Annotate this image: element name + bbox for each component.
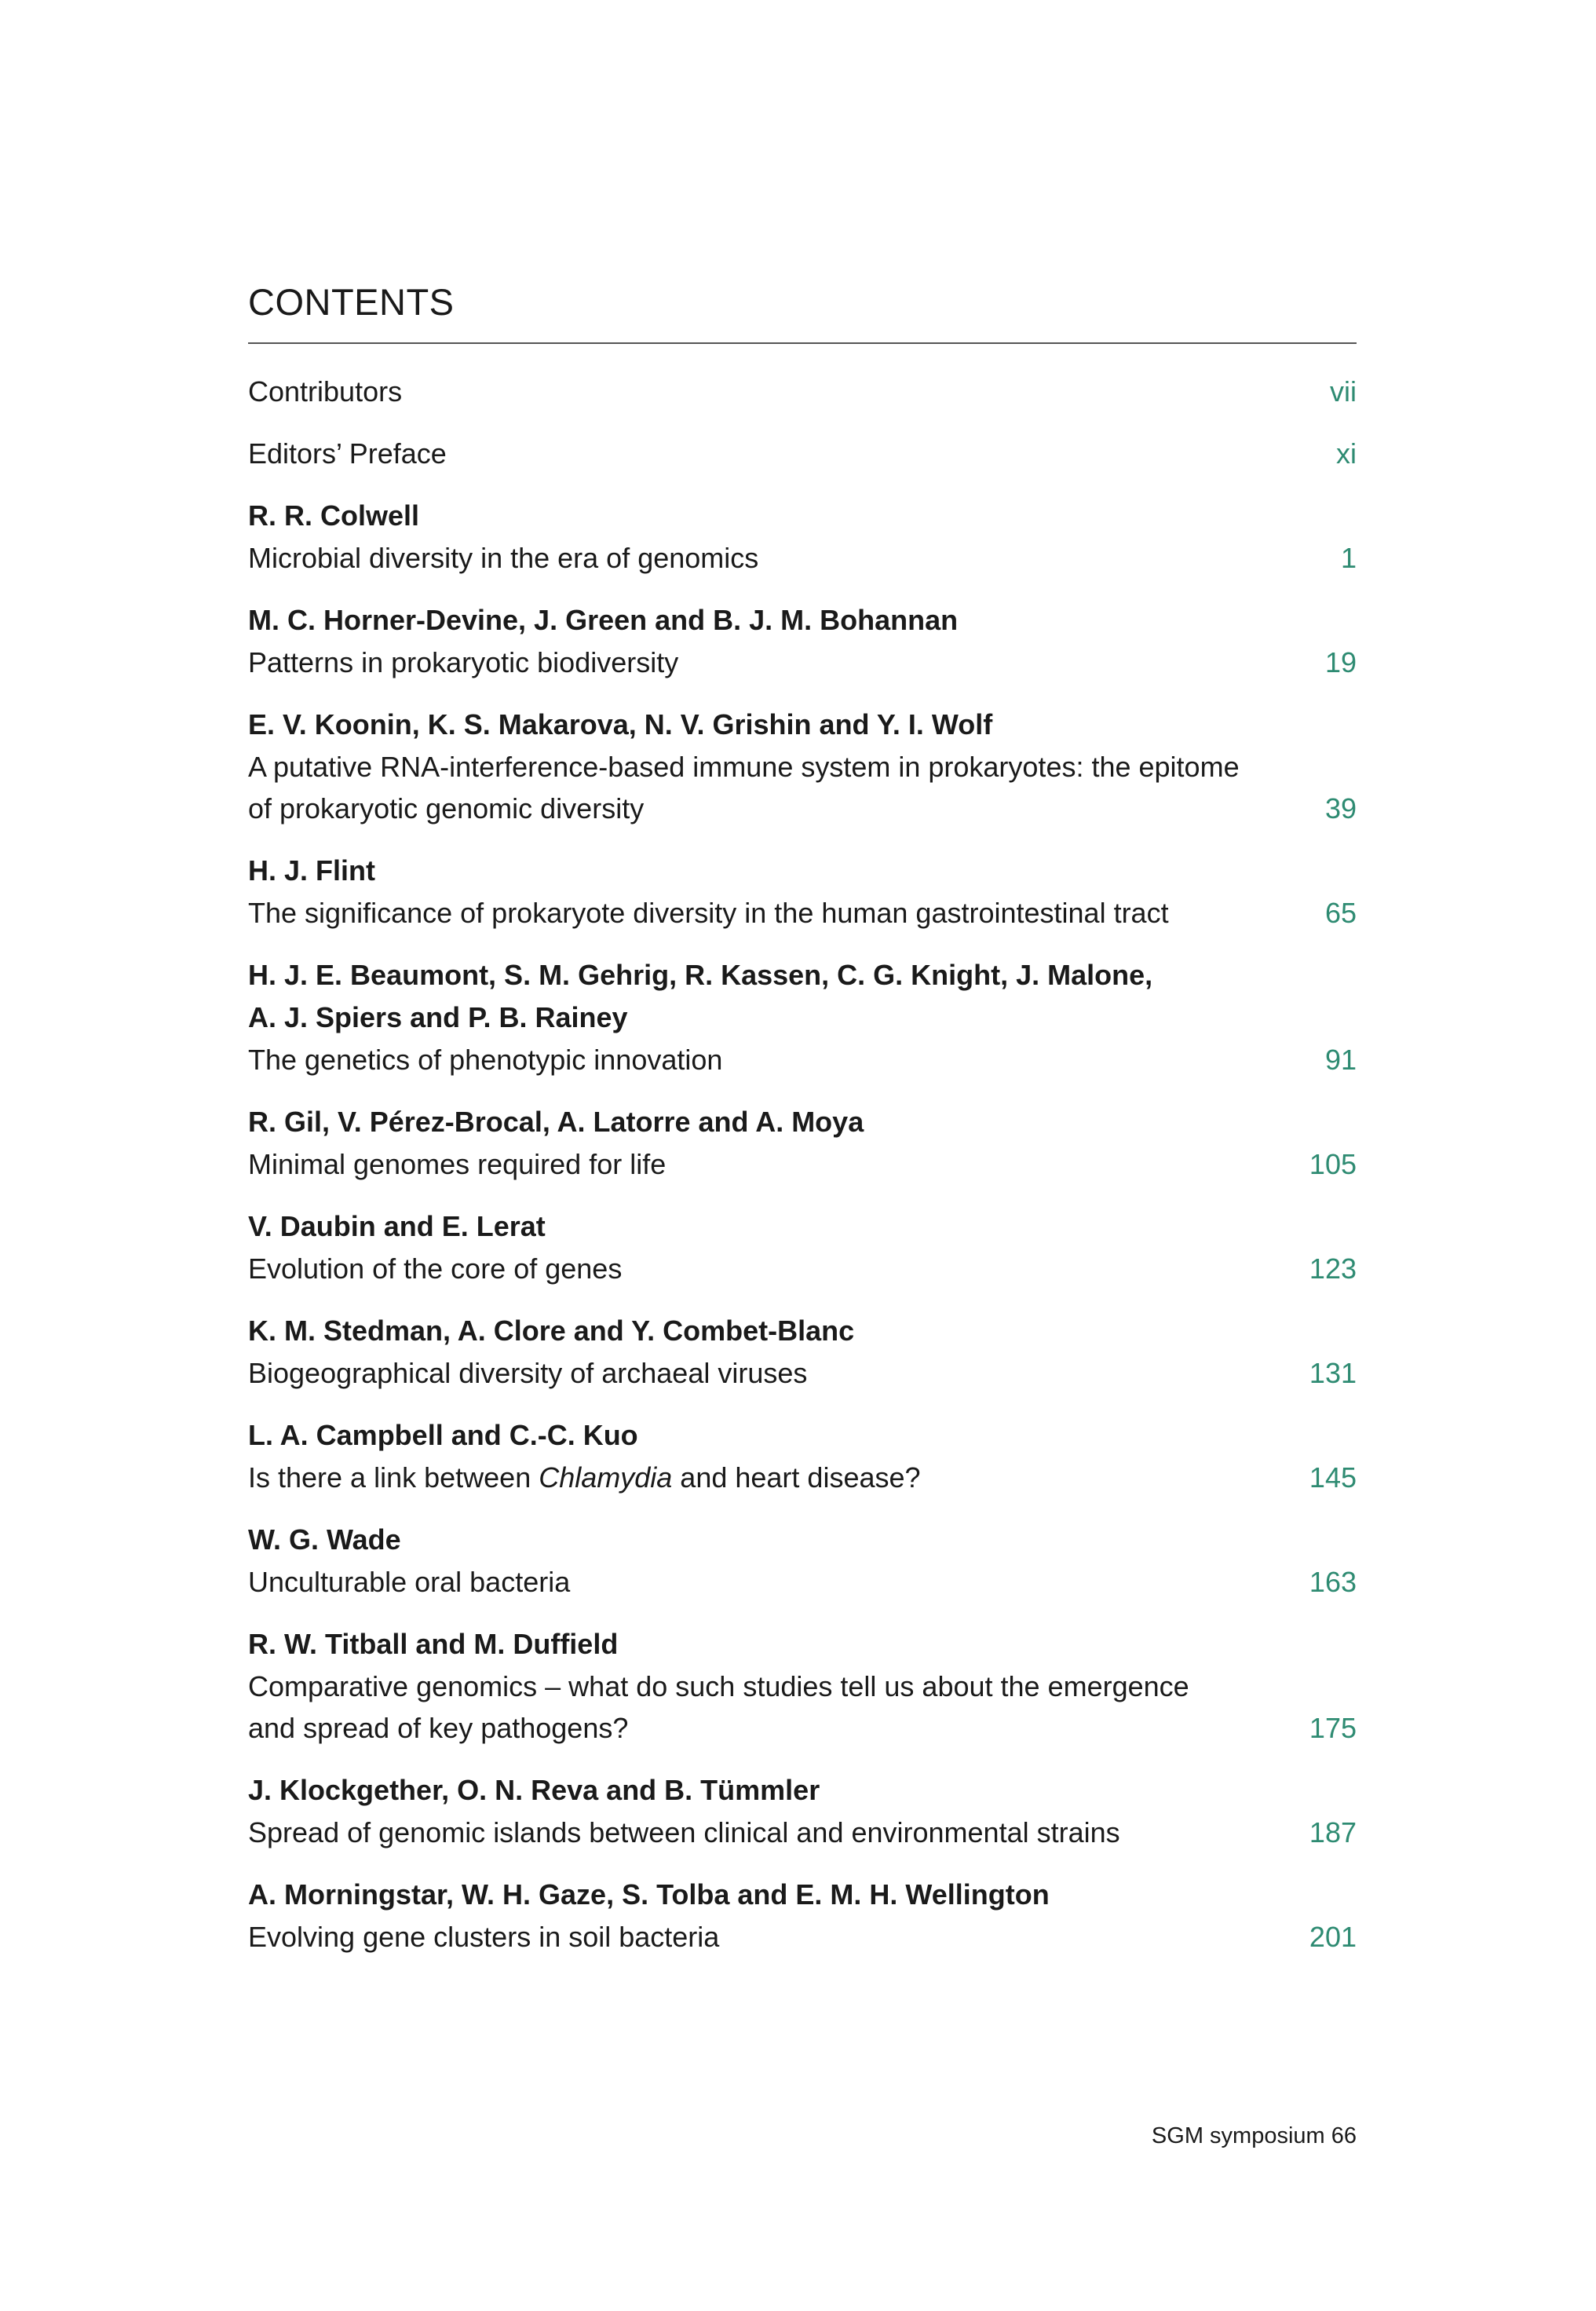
chapter-entry[interactable] [248,704,1357,829]
chapter-authors: L. A. Campbell and C.-C. Kuo [248,1419,638,1451]
entry-row [248,371,1357,412]
chapter-entry[interactable] [248,1769,1357,1853]
entry-row [248,1039,1357,1081]
chapter-authors: E. V. Koonin, K. S. Makarova, N. V. Grishin and Y. I. Wolf [248,708,993,740]
entry-row [248,1707,1357,1749]
page-number: 39 [1324,792,1357,825]
chapter-authors: R. W. Titball and M. Duffield [248,1628,619,1660]
contents-heading: CONTENTS [248,281,455,323]
entry-row [248,1561,1357,1603]
entry-row [248,1812,1357,1853]
page-number: 19 [1324,646,1357,678]
chapter-title: and spread of key pathogens? [248,1712,629,1744]
page-number: 131 [1309,1357,1357,1389]
chapter-title: Minimal genomes required for life [248,1148,667,1180]
chapter-authors: K. M. Stedman, A. Clore and Y. Combet-Blanc [248,1315,855,1347]
footer-series-label: SGM symposium 66 [1151,2123,1357,2148]
page-number: 1 [1340,542,1357,574]
chapter-title: Comparative genomics – what do such studies tell us about the emergence [248,1670,1189,1702]
chapter-title: of prokaryotic genomic diversity [248,792,645,825]
chapter-entry[interactable] [248,850,1357,934]
chapter-entry[interactable] [248,599,1357,683]
page-number: 123 [1309,1252,1357,1285]
chapter-entry[interactable] [248,1874,1357,1958]
chapter-authors: A. J. Spiers and P. B. Rainey [248,1001,628,1033]
chapter-title: Spread of genomic islands between clinical and environmental strains [248,1816,1120,1848]
page-number: 65 [1324,897,1357,929]
chapter-entry[interactable] [248,495,1357,579]
page-number: vii [1330,375,1357,408]
entry-title: Contributors [248,375,403,408]
entry-row [248,433,1357,474]
front-matter-entry[interactable] [248,371,1357,412]
chapter-title: Unculturable oral bacteria [248,1566,571,1598]
entry-row [248,642,1357,683]
contents-page [248,275,1357,1978]
entry-title: Editors’ Preface [248,437,447,470]
entry-row [248,537,1357,579]
title-text-before: Is there a link between [248,1461,539,1494]
entry-row [248,892,1357,934]
chapter-authors: R. Gil, V. Pérez-Brocal, A. Latorre and A. Moya [248,1106,864,1138]
chapter-authors: J. Klockgether, O. N. Reva and B. Tümmler [248,1774,820,1806]
chapter-title: Patterns in prokaryotic biodiversity [248,646,679,678]
chapter-title: Evolution of the core of genes [248,1252,623,1285]
chapter-entry[interactable] [248,1310,1357,1394]
chapter-entry[interactable] [248,1205,1357,1289]
chapter-entry[interactable] [248,1519,1357,1603]
page-number: xi [1336,437,1357,470]
chapter-entry[interactable] [248,1414,1357,1498]
entry-row [248,746,1357,788]
chapter-title [248,1457,1309,1498]
title-text-italic: Chlamydia [539,1461,673,1494]
chapter-authors: A. Morningstar, W. H. Gaze, S. Tolba and E. M. H. Wellington [248,1878,1050,1911]
page-number: 145 [1309,1461,1357,1494]
page-number: 175 [1309,1712,1357,1744]
page-number: 163 [1309,1566,1357,1598]
chapter-title: The genetics of phenotypic innovation [248,1044,723,1076]
page-number: 201 [1309,1921,1357,1953]
table-of-contents [248,371,1357,1958]
chapter-authors: W. G. Wade [248,1523,401,1556]
page-number: 187 [1309,1816,1357,1848]
chapter-authors: H. J. Flint [248,854,375,887]
entry-row [248,1916,1357,1958]
entry-row [248,1457,1357,1498]
front-matter-entry[interactable] [248,433,1357,474]
entry-row [248,1248,1357,1289]
page-number: 105 [1309,1148,1357,1180]
title-text-after: and heart disease? [672,1461,921,1494]
chapter-authors: V. Daubin and E. Lerat [248,1210,546,1242]
entry-row [248,1666,1357,1707]
chapter-entry[interactable] [248,954,1357,1081]
entry-row [248,1143,1357,1185]
chapter-authors: M. C. Horner-Devine, J. Green and B. J. M. Bohannan [248,604,959,636]
chapter-authors: H. J. E. Beaumont, S. M. Gehrig, R. Kassen, C. G. Knight, J. Malone, [248,959,1153,991]
chapter-title: Evolving gene clusters in soil bacteria [248,1921,720,1953]
chapter-title: Microbial diversity in the era of genomics [248,542,759,574]
chapter-authors: R. R. Colwell [248,499,420,532]
chapter-title: The significance of prokaryote diversity in the human gastrointestinal tract [248,897,1169,929]
entry-row [248,788,1357,829]
page-number: 91 [1324,1044,1357,1076]
heading-divider [248,342,1357,344]
entry-row [248,1352,1357,1394]
chapter-entry[interactable] [248,1101,1357,1185]
chapter-title: A putative RNA-interference-based immune system in prokaryotes: the epitome [248,751,1240,783]
chapter-entry[interactable] [248,1623,1357,1749]
chapter-title: Biogeographical diversity of archaeal viruses [248,1357,808,1389]
